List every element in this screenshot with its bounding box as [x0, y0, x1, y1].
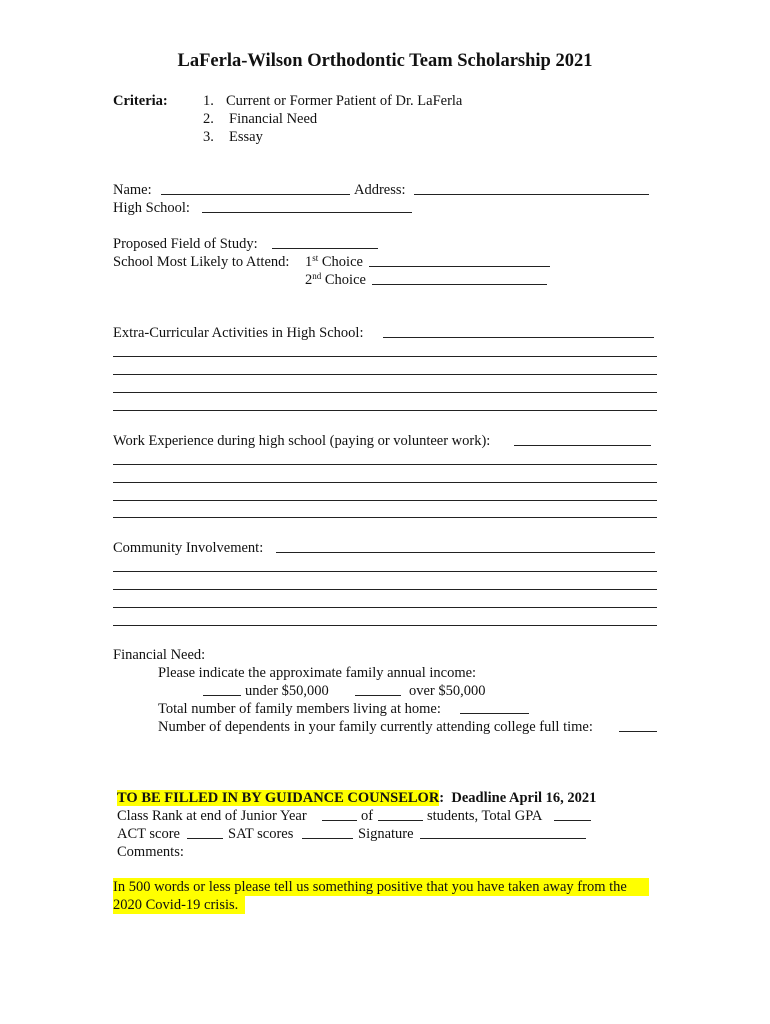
- act-label: ACT score: [117, 826, 180, 842]
- essay-prompt-line-2: 2020 Covid-19 crisis.: [113, 897, 239, 913]
- dependents-field[interactable]: [619, 718, 657, 732]
- family-members-field[interactable]: [460, 700, 529, 714]
- address-field[interactable]: [414, 181, 649, 195]
- extracurricular-label: Extra-Curricular Activities in High School:: [113, 325, 364, 341]
- class-size-field[interactable]: [378, 807, 423, 821]
- sat-label: SAT scores: [228, 826, 294, 842]
- work-label: Work Experience during high school (paying or volunteer work):: [113, 433, 491, 449]
- high-school-label: High School:: [113, 200, 190, 216]
- page-title: LaFerla-Wilson Orthodontic Team Scholarship 2021: [177, 51, 593, 71]
- deadline: Deadline April 16, 2021: [451, 790, 597, 806]
- class-rank-field[interactable]: [322, 807, 357, 821]
- financial-heading: Financial Need:: [113, 647, 206, 663]
- extracurricular-line-2[interactable]: [113, 374, 657, 375]
- community-label: Community Involvement:: [113, 540, 264, 556]
- criteria-label: Criteria:: [113, 93, 168, 109]
- income-prompt: Please indicate the approximate family annual income:: [158, 665, 477, 681]
- second-choice-label: 2nd Choice: [305, 271, 366, 288]
- under-50k-label: under $50,000: [245, 683, 329, 699]
- work-line-2[interactable]: [113, 482, 657, 483]
- community-line-2[interactable]: [113, 589, 657, 590]
- under-50k-field[interactable]: [203, 682, 241, 696]
- sat-field[interactable]: [302, 825, 353, 839]
- signature-field[interactable]: [420, 825, 586, 839]
- extracurricular-line-1[interactable]: [113, 356, 657, 357]
- extracurricular-line-4[interactable]: [113, 410, 657, 411]
- counselor-heading-line: TO BE FILLED IN BY GUIDANCE COUNSELOR: Deadline April 16, 2021: [117, 790, 597, 806]
- work-line-1[interactable]: [113, 464, 657, 465]
- name-field[interactable]: [161, 181, 350, 195]
- second-choice-field[interactable]: [372, 271, 547, 285]
- over-50k-field[interactable]: [355, 682, 401, 696]
- first-choice-label: 1st Choice: [305, 253, 363, 270]
- criteria-item-3: Essay: [229, 129, 263, 145]
- criteria-item-2: Financial Need: [229, 111, 318, 127]
- criteria-num-2: 2.: [203, 111, 214, 127]
- of-label: of: [361, 808, 374, 824]
- gpa-field[interactable]: [554, 807, 591, 821]
- community-field[interactable]: [276, 539, 655, 553]
- high-school-field[interactable]: [202, 199, 412, 213]
- community-line-4[interactable]: [113, 625, 657, 626]
- act-field[interactable]: [187, 825, 223, 839]
- field-of-study-label: Proposed Field of Study:: [113, 236, 258, 252]
- first-choice-field[interactable]: [369, 253, 550, 267]
- over-50k-label: over $50,000: [409, 683, 486, 699]
- criteria-num-3: 3.: [203, 129, 214, 145]
- signature-label: Signature: [358, 826, 414, 842]
- community-line-1[interactable]: [113, 571, 657, 572]
- address-label: Address:: [354, 182, 406, 198]
- community-line-3[interactable]: [113, 607, 657, 608]
- work-line-3[interactable]: [113, 500, 657, 501]
- extracurricular-field[interactable]: [383, 324, 654, 338]
- name-label: Name:: [113, 182, 152, 198]
- family-members-label: Total number of family members living at home:: [158, 701, 441, 717]
- school-attend-label: School Most Likely to Attend:: [113, 254, 290, 270]
- criteria-item-1: Current or Former Patient of Dr. LaFerla: [226, 93, 463, 109]
- counselor-heading: TO BE FILLED IN BY GUIDANCE COUNSELOR: [117, 790, 440, 806]
- extracurricular-line-3[interactable]: [113, 392, 657, 393]
- dependents-label: Number of dependents in your family currently attending college full time:: [158, 719, 593, 735]
- field-of-study-field[interactable]: [272, 235, 378, 249]
- essay-prompt-line-1: In 500 words or less please tell us something positive that you have taken away from the: [113, 879, 627, 895]
- work-field[interactable]: [514, 432, 651, 446]
- work-line-4[interactable]: [113, 517, 657, 518]
- criteria-num-1: 1.: [203, 93, 214, 109]
- students-gpa-label: students, Total GPA: [427, 808, 543, 824]
- comments-label: Comments:: [117, 844, 184, 860]
- class-rank-label: Class Rank at end of Junior Year: [117, 808, 307, 824]
